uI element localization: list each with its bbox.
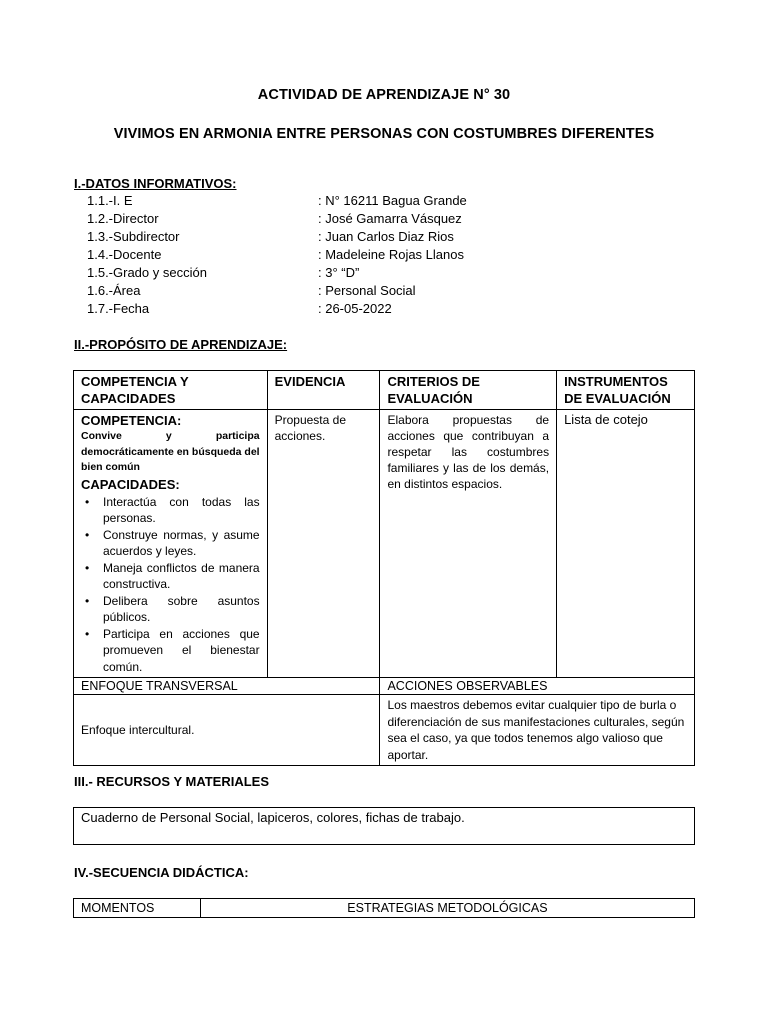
info-value: : 26-05-2022 xyxy=(318,301,392,316)
purpose-table xyxy=(73,370,695,766)
section3-heading: III.- RECURSOS Y MATERIALES xyxy=(74,774,270,789)
info-value: : N° 16211 Bagua Grande xyxy=(318,193,467,208)
purpose-table-header-row xyxy=(74,371,695,410)
info-label: 1.7.-Fecha xyxy=(87,301,150,316)
info-row xyxy=(87,247,161,265)
enfoque-header-row xyxy=(74,678,695,695)
info-label: 1.4.-Docente xyxy=(87,247,162,262)
sequence-header-row xyxy=(74,899,695,918)
purpose-table-row xyxy=(74,410,695,678)
capacidades-list xyxy=(81,494,260,676)
sequence-table xyxy=(73,898,695,918)
info-value: : 3° “D” xyxy=(318,265,360,280)
info-row xyxy=(87,265,207,283)
info-label: 1.6.-Área xyxy=(87,283,141,298)
enfoque-row xyxy=(74,695,695,766)
info-value: : José Gamarra Vásquez xyxy=(318,211,462,226)
info-label: 1.2.-Director xyxy=(87,211,159,226)
resources-text: Cuaderno de Personal Social, lapiceros, colores, fichas de trabajo. xyxy=(81,810,465,825)
capacidades-label: CAPACIDADES: xyxy=(81,476,180,492)
section1-heading: I.-DATOS INFORMATIVOS: xyxy=(74,176,237,191)
enfoque-header: ENFOQUE TRANSVERSAL xyxy=(74,678,380,695)
competencia-cell xyxy=(74,410,268,678)
info-row xyxy=(87,283,140,301)
header-criterios: CRITERIOS DE EVALUACIÓN xyxy=(380,371,557,410)
enfoque-cell: Enfoque intercultural. xyxy=(74,695,380,766)
col-estrategias: ESTRATEGIAS METODOLÓGICAS xyxy=(200,899,694,918)
competencia-text: Convive y participa democráticamente en búsqueda del bien común xyxy=(81,430,260,473)
instrumentos-cell: Lista de cotejo xyxy=(557,410,695,678)
info-row xyxy=(87,301,149,319)
info-row xyxy=(87,211,159,229)
info-label: 1.5.-Grado y sección xyxy=(87,265,207,280)
capacidad-item: • Construye normas, y asume acuerdos y leyes. xyxy=(103,527,260,560)
capacidad-item: • Interactúa con todas las personas. xyxy=(103,494,260,527)
info-value: : Personal Social xyxy=(318,283,416,298)
capacidad-item: • Delibera sobre asuntos públicos. xyxy=(103,593,260,626)
acciones-header: ACCIONES OBSERVABLES xyxy=(380,678,695,695)
header-competencia: COMPETENCIA Y CAPACIDADES xyxy=(74,371,268,410)
capacidad-item: • Maneja conflictos de manera constructiva. xyxy=(103,560,260,593)
col-momentos: MOMENTOS xyxy=(74,899,201,918)
header-evidencia: EVIDENCIA xyxy=(267,371,380,410)
section4-heading: IV.-SECUENCIA DIDÁCTICA: xyxy=(74,865,249,880)
acciones-cell: Los maestros debemos evitar cualquier tipo de burla o diferenciación de sus manifestaciones culturales, según sea el caso, ya que todos tenemos algo valioso que aportar. xyxy=(380,695,695,766)
info-value: : Madeleine Rojas Llanos xyxy=(318,247,464,262)
capacidad-item: • Participa en acciones que promueven el bienestar común. xyxy=(103,626,260,676)
document-title: ACTIVIDAD DE APRENDIZAJE N° 30 xyxy=(257,87,511,103)
info-value: : Juan Carlos Diaz Rios xyxy=(318,229,454,244)
evidencia-cell: Propuesta de acciones. xyxy=(267,410,380,678)
info-label: 1.1.-I. E xyxy=(87,193,133,208)
header-instrumentos: INSTRUMENTOS DE EVALUACIÓN xyxy=(557,371,695,410)
info-row xyxy=(87,229,180,247)
criterios-cell: Elabora propuestas de acciones que contribuyan a respetar las costumbres familiares y las de los demás, en distintos espacios. xyxy=(380,410,557,678)
document-subtitle: VIVIMOS EN ARMONIA ENTRE PERSONAS CON COSTUMBRES DIFERENTES xyxy=(113,126,655,142)
info-label: 1.3.-Subdirector xyxy=(87,229,180,244)
competencia-label: COMPETENCIA: xyxy=(81,413,182,428)
resources-box xyxy=(73,807,695,845)
info-row xyxy=(87,193,133,211)
section2-heading: II.-PROPÓSITO DE APRENDIZAJE: xyxy=(74,337,288,352)
